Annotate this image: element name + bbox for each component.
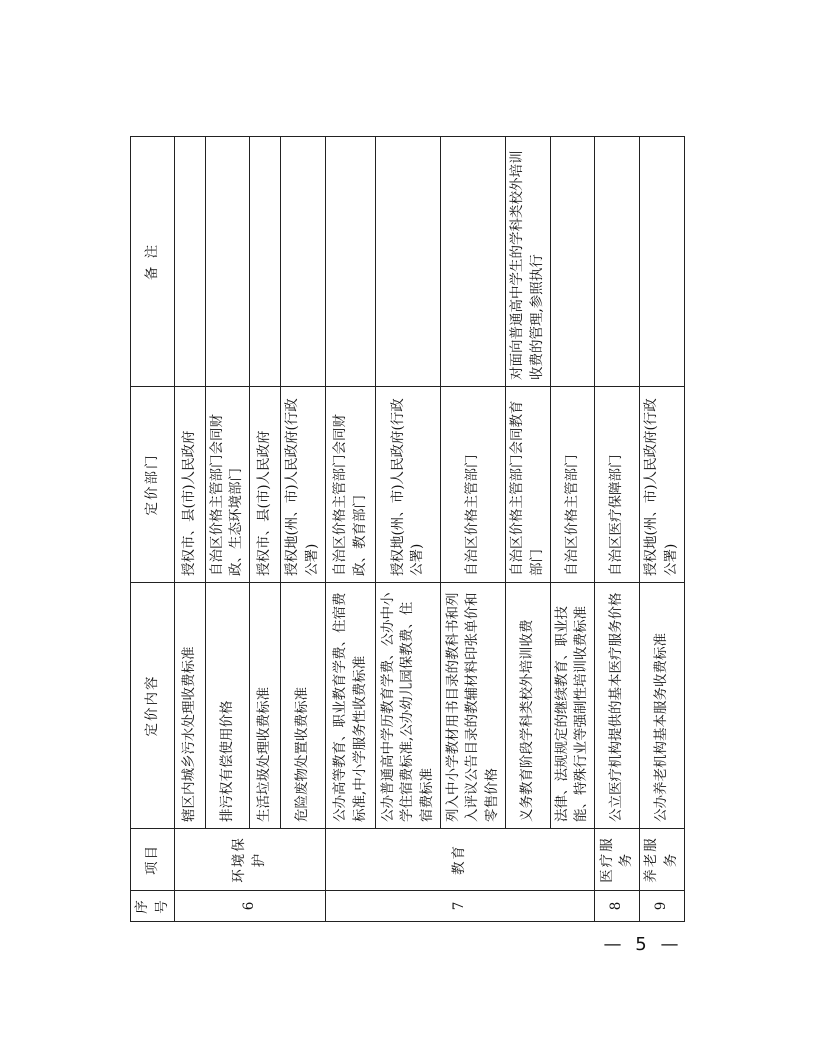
pricing-department-cell: 授权市、县(市)人民政府 (250, 387, 280, 583)
table-row (640, 137, 685, 922)
row-number: 9 (640, 891, 685, 922)
pricing-department-cell: 自治区价格主管部门会同教育部门 (505, 387, 550, 583)
pricing-table (130, 136, 685, 922)
pricing-department-cell: 授权地(州、市)人民政府(行政公署) (376, 387, 441, 583)
pricing-content-cell: 列入中小学教材用书目录的教科书和列入评议公告目录的教辅材料印张单价和零售价格 (441, 583, 506, 829)
row-number: 6 (175, 891, 326, 922)
pricing-department-cell: 授权市、县(市)人民政府 (175, 387, 205, 583)
pricing-department-cell: 自治区价格主管部门会同财政、教育部门 (325, 387, 376, 583)
note-cell (280, 137, 325, 387)
note-cell (376, 137, 441, 387)
item-category: 养老服务 (640, 829, 685, 891)
table-row (325, 137, 376, 922)
item-category: 环境保护 (175, 829, 326, 891)
row-number: 7 (325, 891, 595, 922)
note-cell (550, 137, 595, 387)
header-item: 项目 (131, 829, 175, 891)
pricing-department-cell: 自治区价格主管部门 (550, 387, 595, 583)
note-cell: 对面向普通高中学生的学科类校外培训收费的管理,参照执行 (505, 137, 550, 387)
table-row (595, 137, 640, 922)
pricing-content-cell: 法律、法规规定的继续教育、职业技能、特殊行业等强制性培训收费标准 (550, 583, 595, 829)
pricing-content-cell: 义务教育阶段学科类校外培训收费 (505, 583, 550, 829)
pricing-content-cell: 生活垃圾处理收费标准 (250, 583, 280, 829)
pricing-department-cell: 自治区价格主管部门会同财政、生态环境部门 (205, 387, 250, 583)
rotated-table-container (130, 137, 685, 922)
table-row (550, 137, 595, 922)
pricing-department-cell: 授权地(州、市)人民政府(行政公署) (640, 387, 685, 583)
item-category: 教育 (325, 829, 595, 891)
table-row (175, 137, 205, 922)
note-cell (640, 137, 685, 387)
table-row (280, 137, 325, 922)
row-number: 8 (595, 891, 640, 922)
table-row (505, 137, 550, 922)
pricing-content-cell: 危险废物处置收费标准 (280, 583, 325, 829)
pricing-content-cell: 公办养老机构基本服务收费标准 (640, 583, 685, 829)
pricing-department-cell: 自治区价格主管部门 (441, 387, 506, 583)
note-cell (595, 137, 640, 387)
pricing-department-cell: 自治区医疗保障部门 (595, 387, 640, 583)
header-dept: 定价部门 (131, 387, 175, 583)
table-row (441, 137, 506, 922)
note-cell (441, 137, 506, 387)
table-header-row (131, 137, 175, 922)
note-cell (175, 137, 205, 387)
header-num: 序号 (131, 891, 175, 922)
table-row (205, 137, 250, 922)
pricing-content-cell: 公办高等教育、职业教育学费、住宿费标准,中小学服务性收费标准 (325, 583, 376, 829)
pricing-department-cell: 授权地(州、市)人民政府(行政公署) (280, 387, 325, 583)
pricing-content-cell: 公立医疗机构提供的基本医疗服务价格 (595, 583, 640, 829)
table-row (376, 137, 441, 922)
header-note: 备 注 (131, 137, 175, 387)
pricing-content-cell: 辖区内城乡污水处理收费标准 (175, 583, 205, 829)
note-cell (325, 137, 376, 387)
pricing-content-cell: 公办普通高中学历教育学费、公办中小学住宿费标准,公办幼儿园保教费、住宿费标准 (376, 583, 441, 829)
page-number: — 5 — (603, 934, 683, 955)
pricing-content-cell: 排污权有偿使用价格 (205, 583, 250, 829)
header-content: 定价内容 (131, 583, 175, 829)
note-cell (205, 137, 250, 387)
note-cell (250, 137, 280, 387)
table-body (175, 137, 685, 922)
table-row (250, 137, 280, 922)
item-category: 医疗服务 (595, 829, 640, 891)
